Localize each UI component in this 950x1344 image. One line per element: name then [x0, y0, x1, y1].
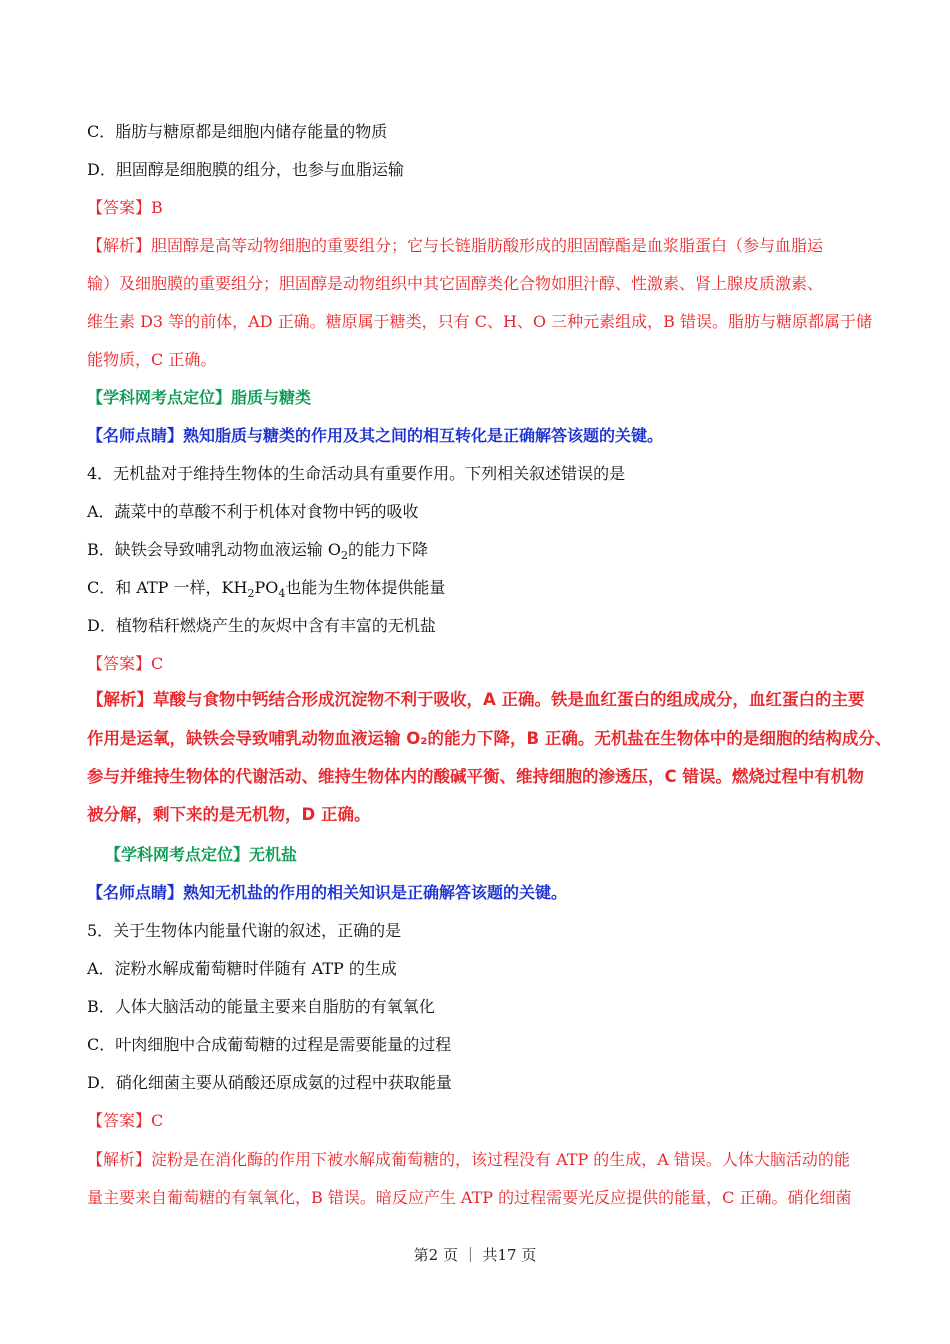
q4-answer: 【答案】C: [87, 654, 164, 673]
q4-option-c: C．和 ATP 一样，$KH_2PO_4$也能为生物体提供能量: [87, 578, 446, 601]
q4-option-b: B．缺铁会导致哺乳动物血液运输 $O_2$的能力下降: [87, 540, 428, 563]
q4-analysis-line-4: 被分解，剩下来的是无机物，D 正确。: [87, 805, 371, 824]
q5-answer: 【答案】C: [87, 1111, 164, 1130]
q5-option-c: C．叶肉细胞中合成葡萄糖的过程是需要能量的过程: [87, 1035, 452, 1054]
q5-option-b: B．人体大脑活动的能量主要来自脂肪的有氧氧化: [87, 997, 435, 1016]
q5-analysis-line-2: 量主要来自葡萄糖的有氧氧化，B 错误。暗反应产生 ATP 的过程需要光反应提供的能量，C 正确。硝化细菌: [87, 1188, 852, 1207]
q3-option-c: C．脂肪与糖原都是细胞内储存能量的物质: [87, 122, 388, 141]
q4-option-a: A．蔬菜中的草酸不利于机体对食物中钙的吸收: [87, 502, 419, 521]
q5-stem: 5．关于生物体内能量代谢的叙述，正确的是: [87, 921, 402, 940]
q4-stem: 4．无机盐对于维持生物体的生命活动具有重要作用。下列相关叙述错误的是: [87, 464, 626, 483]
q3-teacher-tip: 【名师点睛】熟知脂质与糖类的作用及其之间的相互转化是正确解答该题的关键。: [87, 426, 664, 445]
q4-option-d: D．植物秸秆燃烧产生的灰烬中含有丰富的无机盐: [87, 616, 436, 635]
q5-analysis-line-1: 【解析】淀粉是在消化酶的作用下被水解成葡萄糖的，该过程没有 ATP 的生成，A 错误。人体大脑活动的能: [87, 1150, 850, 1169]
q3-analysis-line-1: 【解析】胆固醇是高等动物细胞的重要组分；它与长链脂肪酸形成的胆固醇酯是血浆脂蛋白（参与血脂运: [87, 236, 824, 255]
q3-analysis-line-4: 能物质，C 正确。: [87, 350, 217, 369]
q3-option-d: D．胆固醇是细胞膜的组分，也参与血脂运输: [87, 160, 404, 179]
q4-analysis-line-1: 【解析】草酸与食物中钙结合形成沉淀物不利于吸收，A 正确。铁是血红蛋白的组成成分，血红蛋白的主要: [87, 690, 865, 709]
q3-analysis-line-3: 维生素 D3 等的前体，AD 正确。糖原属于糖类，只有 C、H、O 三种元素组成，B 错误。脂肪与糖原都属于储: [87, 312, 872, 331]
q3-answer: 【答案】B: [87, 198, 163, 217]
q4-analysis-line-3: 参与并维持生物体的代谢活动、维持生物体内的酸碱平衡、维持细胞的渗透压，C 错误。燃烧过程中有机物: [87, 767, 864, 786]
q5-option-d: D．硝化细菌主要从硝酸还原成氨的过程中获取能量: [87, 1073, 452, 1092]
q4-teacher-tip: 【名师点睛】熟知无机盐的作用的相关知识是正确解答该题的关键。: [87, 883, 568, 902]
q4-topic-locate: 【学科网考点定位】无机盐: [105, 845, 298, 864]
q3-analysis-line-2: 输）及细胞膜的重要组分；胆固醇是动物组织中其它固醇类化合物如胆汁醇、性激素、肾上腺皮质激素、: [87, 274, 824, 293]
q4-analysis-line-2: 作用是运氧，缺铁会导致哺乳动物血液运输 O₂的能力下降，B 正确。无机盐在生物体中的是细胞的结构成分、: [87, 729, 892, 748]
q5-option-a: A．淀粉水解成葡萄糖时伴随有 ATP 的生成: [87, 959, 397, 978]
q3-topic-locate: 【学科网考点定位】脂质与糖类: [87, 388, 312, 407]
page-number-footer: 第2 页 ｜ 共17 页: [413, 1246, 537, 1264]
